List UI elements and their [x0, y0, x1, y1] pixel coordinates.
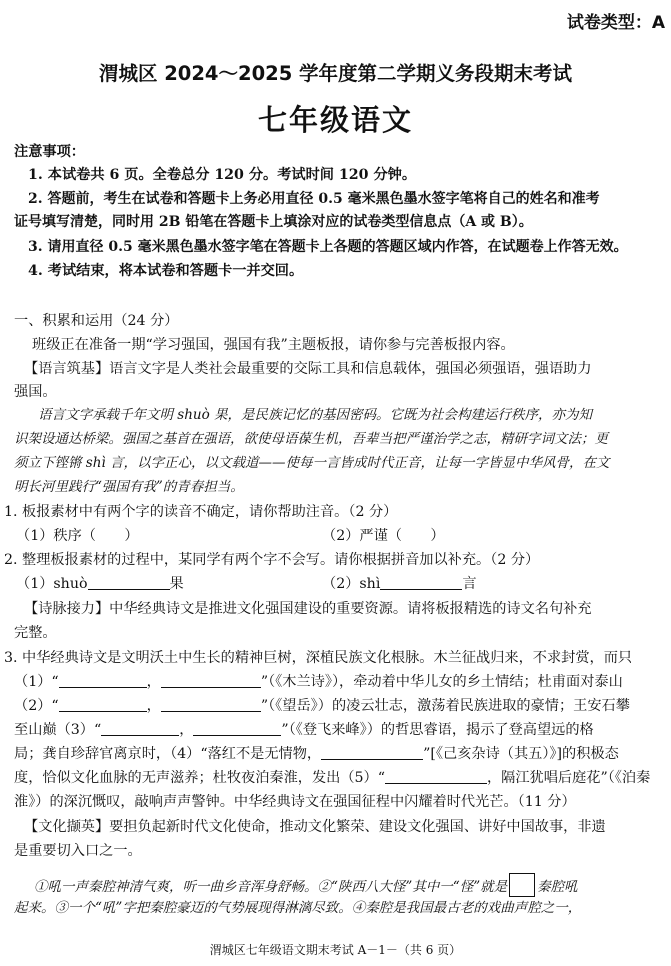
culture-passage-line-2: 起来。③一个“吼”字把秦腔豪迈的气势展现得淋漓尽致。④秦腔是我国最古老的戏曲声腔之一， — [14, 900, 582, 916]
question-3-line-1 — [14, 673, 623, 691]
q3-4-open: 局；龚自珍辞官离京时，（4）“落红不是无情物， — [14, 746, 322, 762]
question-2-item-2[interactable] — [322, 575, 477, 593]
paper-type-label: 试卷类型：A — [566, 13, 665, 33]
page-footer: 渭城区七年级语文期末考试 A－1－（共 6 页） — [209, 943, 462, 957]
lang-foundation-a: 【语言筑基】语言文字是人类社会最重要的交际工具和信息载体，强国必须强语，强语助力 — [24, 361, 592, 377]
q3-1-close: ”（《木兰诗》），牵动着中华儿女的乡土情结；杜甫面对泰山 — [260, 674, 623, 690]
lang-foundation-b: 强国。 — [14, 384, 57, 400]
q2-item-2-suffix: 言 — [462, 576, 477, 592]
culture-passage-line-1 — [34, 873, 578, 897]
section-heading: 一、积累和运用（24 分） — [14, 313, 179, 329]
exam-title: 渭城区 2024～2025 学年度第二学期义务段期末考试 — [98, 62, 573, 85]
q3-4-blank[interactable] — [321, 745, 423, 760]
q3-2-open: （2）“ — [14, 698, 59, 714]
culture-line-1-text: ①吼一声秦腔神清气爽，听一曲乡音浑身舒畅。②“陕西八大怪”其中一“怪”就是 — [34, 879, 508, 895]
q2-item-1-prefix: （1）shuò — [16, 576, 88, 592]
fill-box[interactable] — [509, 873, 535, 897]
note-3: 3. 请用直径 0.5 毫米黑色墨水签字笔在答题卡上各题的答题区域内作答，在试题卷上作答无效。 — [28, 239, 628, 255]
passage-line-4: 明长河里践行“强国有我”的青春担当。 — [14, 479, 244, 495]
question-3-line-6: 淮》）的深沉慨叹，敲响声声警钟。中华经典诗文在强国征程中闪耀着时代光芒。（11 分） — [14, 794, 576, 810]
q3-3-blank-b[interactable] — [193, 721, 281, 736]
culture-section-b: 是重要切入口之一。 — [14, 843, 142, 859]
question-3-line-4 — [14, 745, 619, 763]
q2-item-1-blank[interactable] — [88, 575, 170, 590]
q2-item-1-suffix: 果 — [169, 576, 184, 592]
notes-heading: 注意事项： — [14, 144, 85, 160]
passage-line-3: 须立下铿锵 shì 言，以字正心，以文载道——使每一言皆成时代正音，让每一字皆显中华风骨，在文 — [14, 455, 610, 471]
q3-2-close: ”（《望岳》）的凌云壮志，激荡着民族进取的豪情；王安石攀 — [260, 698, 630, 714]
q3-2-blank-a[interactable] — [59, 697, 147, 712]
note-4: 4. 考试结束，将本试卷和答题卡一并交回。 — [28, 263, 304, 279]
question-2-item-1[interactable] — [16, 575, 184, 593]
q3-1-comma: ， — [146, 674, 161, 690]
q3-1-blank-b[interactable] — [161, 673, 261, 688]
culture-section-a: 【文化撷英】要担负起新时代文化使命，推动文化繁荣、建设文化强国、讲好中国故事，非遗 — [24, 819, 606, 835]
q3-1-blank-a[interactable] — [59, 673, 147, 688]
q3-3-close: ”（《登飞来峰》）的哲思睿语，揭示了登高望远的格 — [281, 722, 594, 738]
question-1-item-2[interactable]: （2）严谨（ ） — [322, 528, 445, 544]
note-2a: 2. 答题前，考生在试卷和答题卡上务必用直径 0.5 毫米黑色墨水签字笔将自己的姓名和准考 — [28, 191, 600, 207]
question-1: 1. 板报素材中有两个字的读音不确定，请你帮助注音。（2 分） — [4, 504, 398, 520]
note-1: 1. 本试卷共 6 页。全卷总分 120 分。考试时间 120 分钟。 — [28, 167, 417, 183]
q3-1-open: （1）“ — [14, 674, 59, 690]
question-3-line-5 — [14, 769, 650, 787]
q3-2-blank-b[interactable] — [161, 697, 261, 712]
passage-line-2: 识架设通达桥梁。强国之基首在强语，欲使母语葆生机，吾辈当把严谨治学之志，精研字词文法；更 — [14, 431, 608, 447]
q2-item-2-prefix: （2）shì — [322, 576, 381, 592]
question-1-item-1[interactable]: （1）秩序（ ） — [16, 528, 139, 544]
q3-5-open: 度，恰似文化血脉的无声滋养；杜牧夜泊秦淮，发出（5）“ — [14, 770, 385, 786]
q3-5-close: ，隔江犹唱后庭花”（《泊秦 — [486, 770, 651, 786]
q3-3-blank-a[interactable] — [101, 721, 179, 736]
q3-4-close: ”[《己亥杂诗（其五）》]的积极态 — [423, 746, 619, 762]
q2-item-2-blank[interactable] — [380, 575, 462, 590]
q3-3-open: 至山巅（3）“ — [14, 722, 102, 738]
q3-3-comma: ， — [179, 722, 194, 738]
note-2b: 证号填写清楚，同时用 2B 铅笔在答题卡上填涂对应的试卷类型信息点（A 或 B）。 — [14, 214, 533, 230]
poem-relay-b: 完整。 — [14, 625, 57, 641]
question-2: 2. 整理板报素材的过程中，某同学有两个字不会写。请你根据拼音加以补充。（2 分） — [4, 552, 540, 568]
passage-line-1: 语言文字承载千年文明 shuò 果，是民族记忆的基因密码。它既为社会构建运行秩序，亦为知 — [38, 407, 593, 423]
subject-title: 七年级语文 — [257, 103, 413, 137]
question-3-line-3 — [14, 721, 594, 739]
poem-relay-a: 【诗脉接力】中华经典诗文是推进文化强国建设的重要资源。请将板报精选的诗文名句补充 — [24, 601, 592, 617]
question-3-line-2 — [14, 697, 630, 715]
q3-5-blank[interactable] — [385, 769, 487, 784]
culture-line-1-tail: 秦腔吼 — [537, 879, 578, 895]
section-intro: 班级正在准备一期“学习强国，强国有我”主题板报，请你参与完善板报内容。 — [32, 337, 515, 353]
q3-2-comma: ， — [146, 698, 161, 714]
question-3-line-0: 3. 中华经典诗文是文明沃土中生长的精神巨树，深植民族文化根脉。木兰征战归来，不求封赏，而只 — [4, 650, 633, 666]
